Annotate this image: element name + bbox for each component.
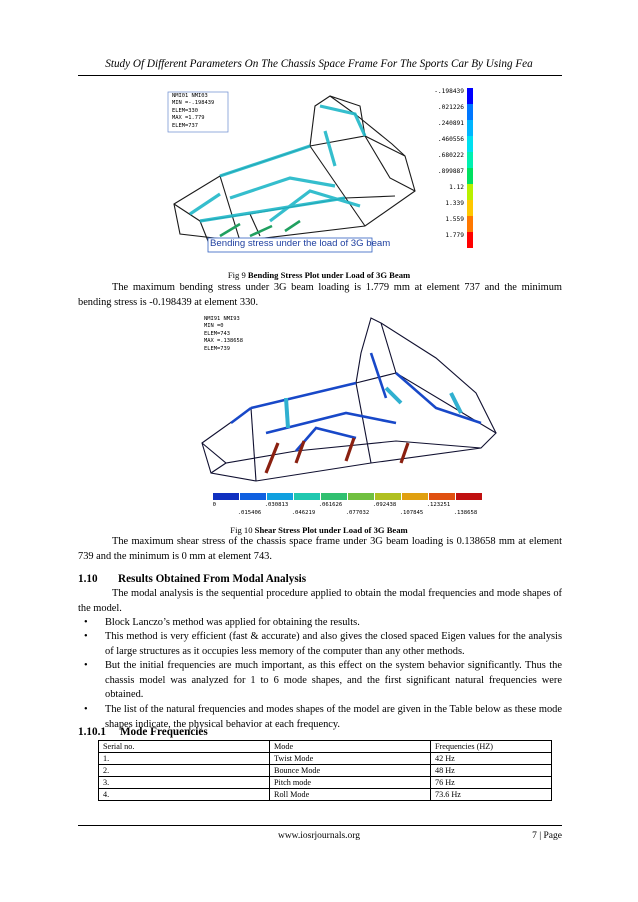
fig10-scale-label: .092438 xyxy=(372,502,397,508)
section-intro: The modal analysis is the sequential procedure applied to obtain the modal frequencies and mode shapes of the model. xyxy=(78,588,562,614)
bullet-item: • But the initial frequencies are much important, as this effect on the system behavior significantly. Thus the chassis model was analyzed for 1 to 6 mode shapes, and the first significant natural frequencies were obtained. xyxy=(84,660,562,701)
section-number: 1.10 xyxy=(78,573,98,585)
fig10-scale-label: .046219 xyxy=(291,510,316,516)
header-rule xyxy=(78,75,562,76)
table-cell: 76 Hz xyxy=(431,777,552,789)
fig9-legend-swatch xyxy=(467,136,473,152)
shear-stress-frame-image xyxy=(196,313,516,498)
fig10-caption xyxy=(0,525,638,535)
fig10-scale-segment xyxy=(348,493,375,500)
section-heading-1-10-1 xyxy=(78,726,208,738)
fig10-color-bar xyxy=(213,493,483,500)
fig9-legend-swatch xyxy=(467,88,473,104)
fig9-caption-label: Fig 9 xyxy=(227,270,246,280)
fig10-scale-segment xyxy=(294,493,321,500)
fig10-scale-segment xyxy=(456,493,483,500)
footer-page-number: 7 | Page xyxy=(532,831,562,841)
table-cell: 48 Hz xyxy=(431,765,552,777)
footer-site-link[interactable]: www.iosrjournals.org xyxy=(277,831,361,841)
table-header-row xyxy=(99,741,552,753)
fig10-scale-label: .138658 xyxy=(453,510,478,516)
table-cell: Pitch mode xyxy=(270,777,431,789)
fig10-info-line: NMI91 NMI93 xyxy=(204,316,240,322)
fig10-info-line: ELEM=739 xyxy=(204,345,230,352)
fig10-scale-label: .061626 xyxy=(318,502,343,508)
fig9-legend-label: .021226 xyxy=(437,104,464,111)
fig10-scale-label: 0 xyxy=(212,502,217,508)
fig10-scale-segment xyxy=(321,493,348,500)
fig9-legend-label: -.198439 xyxy=(434,88,464,95)
fig10-caption-text: Shear Stress Plot under Load of 3G Beam xyxy=(254,525,408,535)
table-cell: Twist Mode xyxy=(270,753,431,765)
fig9-legend-swatch xyxy=(467,184,473,200)
footer-rule xyxy=(78,825,562,826)
table-cell: 2. xyxy=(99,765,270,777)
fig10-scale-segment xyxy=(375,493,402,500)
bullet-item: • This method is very efficient (fast & accurate) and also gives the closed spaced Eigen values for the analysis of large structures as it occupies less memory of the computer than any other methods. xyxy=(84,631,562,657)
fig9-legend xyxy=(422,88,474,248)
fig9-legend-swatch xyxy=(467,232,473,248)
fig10-info-line: ELEM=743 xyxy=(204,330,230,337)
fig9-legend-swatch xyxy=(467,168,473,184)
figure-10 xyxy=(196,313,516,523)
bullet-item: • Block Lanczo’s method was applied for obtaining the results. xyxy=(78,616,562,631)
fig10-scale-label: .077032 xyxy=(345,510,370,516)
table-cell: 4. xyxy=(99,789,270,801)
fig9-caption xyxy=(0,270,638,280)
fig10-scale-label: .030813 xyxy=(264,502,289,508)
fig10-caption-label: Fig 10 xyxy=(230,525,253,535)
fig10-scale-label: .123251 xyxy=(426,502,451,508)
fig10-scale-segment xyxy=(267,493,294,500)
table-header-cell: Serial no. xyxy=(99,741,270,753)
fig9-caption-text: Bending Stress Plot under Load of 3G Beam xyxy=(247,270,411,280)
table-cell: Roll Mode xyxy=(270,789,431,801)
fig9-legend-swatch xyxy=(467,216,473,232)
section-heading-1-10 xyxy=(78,573,306,585)
bullet-icon: • xyxy=(84,704,88,715)
table-header-cell: Mode xyxy=(270,741,431,753)
fig9-legend-swatch xyxy=(467,104,473,120)
section-number: 1.10.1 xyxy=(78,726,106,738)
table-row xyxy=(99,789,552,801)
table-row xyxy=(99,777,552,789)
fig9-legend-swatch xyxy=(467,200,473,216)
paragraph-shear-result: The maximum shear stress of the chassis space frame under 3G beam loading is 0.138658 mm at element 739 and the minimum is 0 mm at element 743. xyxy=(78,536,562,562)
fig9-legend-label: .899887 xyxy=(437,168,464,175)
fig9-info-box xyxy=(172,93,214,130)
running-header: Study Of Different Parameters On The Chassis Space Frame For The Sports Car By Using Fea xyxy=(105,58,533,70)
table-header-cell: Frequencies (HZ) xyxy=(431,741,552,753)
fig10-info-line: MAX =.138658 xyxy=(204,338,243,345)
fig10-scale-segment xyxy=(240,493,267,500)
table-row xyxy=(99,753,552,765)
table-cell: 1. xyxy=(99,753,270,765)
bullet-icon: • xyxy=(84,631,88,642)
fig9-info-line: MIN =-.198439 xyxy=(172,100,215,107)
table-cell: 73.6 Hz xyxy=(431,789,552,801)
table-cell: 3. xyxy=(99,777,270,789)
fig9-legend-label: 1.779 xyxy=(445,232,464,239)
fig9-legend-label: 1.12 xyxy=(449,184,464,191)
bullet-icon: • xyxy=(84,617,88,628)
fig10-scale-label: .107845 xyxy=(399,510,424,516)
section-title: Results Obtained From Modal Analysis xyxy=(118,573,307,585)
bullet-item: • The list of the natural frequencies and modes shapes of the model are given in the Table below as these mode shapes indicate, the physical behavior at each frequency. xyxy=(84,704,562,730)
fig9-info-line: NMI01 NMI03 xyxy=(172,93,208,99)
fig10-scale xyxy=(213,493,483,523)
section-title: Mode Frequencies xyxy=(120,726,208,738)
table-cell: Bounce Mode xyxy=(270,765,431,777)
fig9-info-line: MAX =1.779 xyxy=(172,115,205,122)
table-cell: 42 Hz xyxy=(431,753,552,765)
bullet-icon: • xyxy=(84,660,88,671)
fig10-info-line: MIN =0 xyxy=(204,323,224,330)
fig9-info-line: ELEM=330 xyxy=(172,107,198,114)
fig10-scale-segment xyxy=(213,493,240,500)
fig9-legend-swatch xyxy=(467,152,473,168)
mode-frequencies-table xyxy=(98,740,552,801)
fig9-legend-label: 1.559 xyxy=(445,216,464,223)
fig9-legend-swatch xyxy=(467,120,473,136)
fig9-banner: Bending stress under the load of 3G beam xyxy=(210,238,391,249)
fig10-scale-label: .015406 xyxy=(237,510,262,516)
table-row xyxy=(99,765,552,777)
fig10-scale-segment xyxy=(429,493,456,500)
fig9-legend-label: .460556 xyxy=(437,136,464,143)
paragraph-bending-result: The maximum bending stress under 3G beam loading is 1.779 mm at element 737 and the minimum bending stress is -0.198439 at element 330. xyxy=(78,282,562,308)
fig9-info-line: ELEM=737 xyxy=(172,122,198,129)
fig9-legend-label: .680222 xyxy=(437,152,464,159)
figure-9 xyxy=(160,86,474,256)
fig9-legend-label: .240891 xyxy=(437,120,464,127)
fig10-info-box xyxy=(204,316,243,353)
fig10-scale-segment xyxy=(402,493,429,500)
fig9-legend-label: 1.339 xyxy=(445,200,464,207)
